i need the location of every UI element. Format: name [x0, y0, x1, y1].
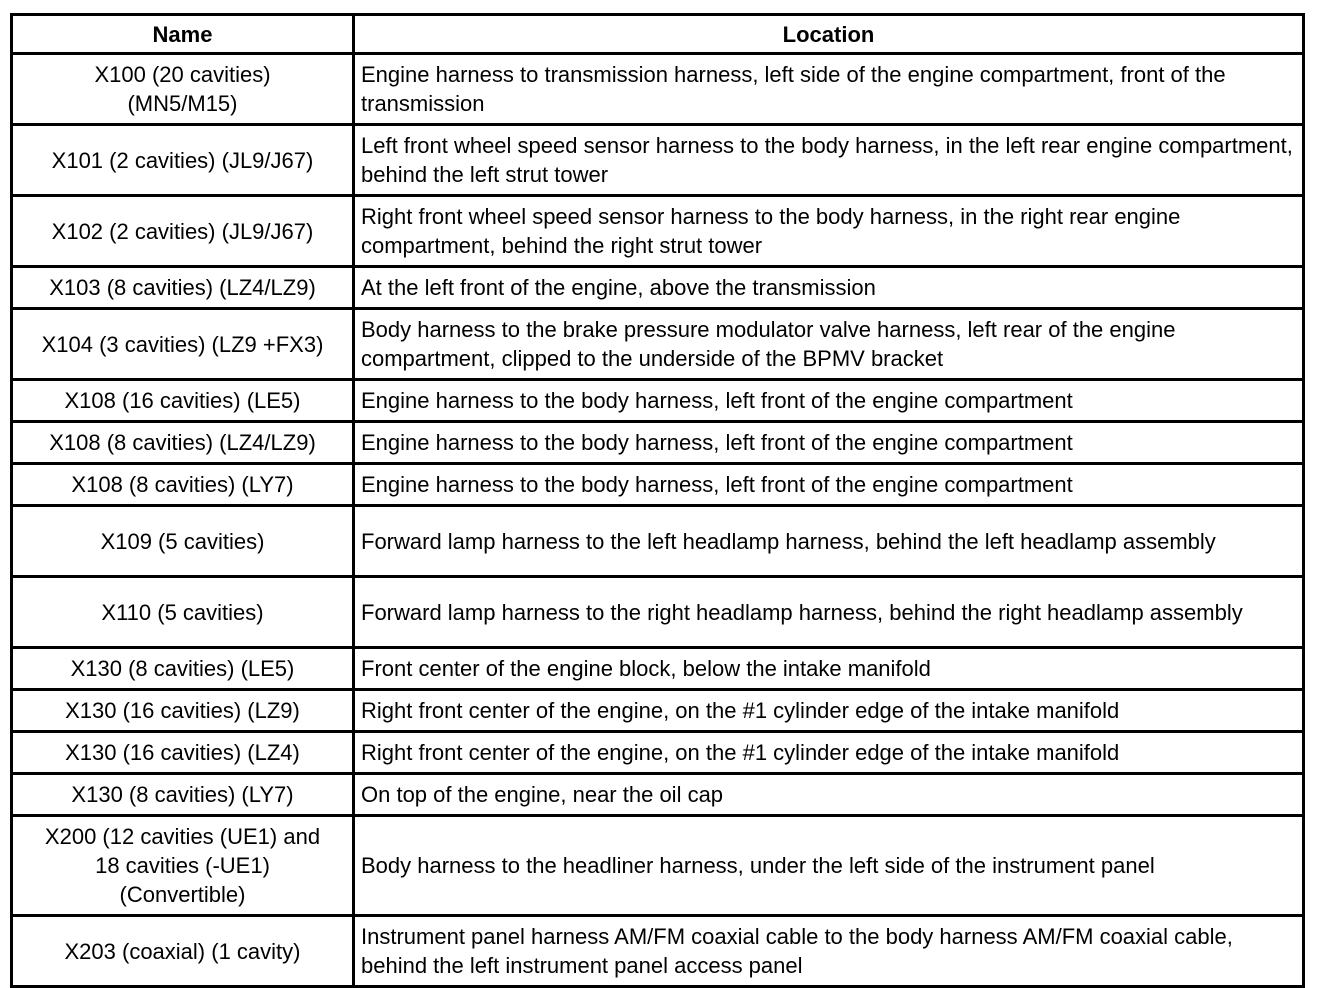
table-row: [12, 54, 1304, 125]
table-row: [12, 577, 1304, 648]
connector-name: X101 (2 cavities) (JL9/J67): [12, 125, 354, 196]
connector-location: Front center of the engine block, below the intake manifold: [354, 648, 1304, 690]
connector-name: X103 (8 cavities) (LZ4/LZ9): [12, 267, 354, 309]
connector-name: X130 (8 cavities) (LY7): [12, 774, 354, 816]
connector-location: Left front wheel speed sensor harness to the body harness, in the left rear engine compartment, behind the left strut tower: [354, 125, 1304, 196]
table-row: [12, 267, 1304, 309]
table-row: [12, 916, 1304, 987]
connector-location: Body harness to the brake pressure modulator valve harness, left rear of the engine compartment, clipped to the underside of the BPMV bracket: [354, 309, 1304, 380]
table-row: [12, 816, 1304, 916]
header-row: [12, 15, 1304, 54]
table-row: [12, 464, 1304, 506]
table-row: [12, 422, 1304, 464]
connector-location: Right front wheel speed sensor harness to the body harness, in the right rear engine compartment, behind the right strut tower: [354, 196, 1304, 267]
connector-location: Right front center of the engine, on the #1 cylinder edge of the intake manifold: [354, 732, 1304, 774]
connector-name: X130 (16 cavities) (LZ9): [12, 690, 354, 732]
header-location: Location: [354, 15, 1304, 54]
connector-location: Engine harness to the body harness, left front of the engine compartment: [354, 422, 1304, 464]
table-row: [12, 648, 1304, 690]
connector-location: Engine harness to the body harness, left front of the engine compartment: [354, 380, 1304, 422]
connector-name: X203 (coaxial) (1 cavity): [12, 916, 354, 987]
table-row: [12, 125, 1304, 196]
connector-location: Forward lamp harness to the right headlamp harness, behind the right headlamp assembly: [354, 577, 1304, 648]
connector-name: X109 (5 cavities): [12, 506, 354, 577]
table-row: [12, 732, 1304, 774]
table-row: [12, 380, 1304, 422]
connector-name: X130 (8 cavities) (LE5): [12, 648, 354, 690]
connector-location: On top of the engine, near the oil cap: [354, 774, 1304, 816]
connector-location: At the left front of the engine, above the transmission: [354, 267, 1304, 309]
connector-location: Right front center of the engine, on the #1 cylinder edge of the intake manifold: [354, 690, 1304, 732]
connector-name: X108 (16 cavities) (LE5): [12, 380, 354, 422]
connector-location: Engine harness to transmission harness, left side of the engine compartment, front of the transmission: [354, 54, 1304, 125]
connector-location: Body harness to the headliner harness, under the left side of the instrument panel: [354, 816, 1304, 916]
connector-location-table: [10, 13, 1305, 988]
connector-location: Instrument panel harness AM/FM coaxial cable to the body harness AM/FM coaxial cable, behind the left instrument panel access panel: [354, 916, 1304, 987]
connector-name: X100 (20 cavities) (MN5/M15): [12, 54, 354, 125]
connector-location: Forward lamp harness to the left headlamp harness, behind the left headlamp assembly: [354, 506, 1304, 577]
table-row: [12, 774, 1304, 816]
connector-name: X200 (12 cavities (UE1) and 18 cavities (-UE1) (Convertible): [12, 816, 354, 916]
connector-name: X108 (8 cavities) (LZ4/LZ9): [12, 422, 354, 464]
connector-name: X102 (2 cavities) (JL9/J67): [12, 196, 354, 267]
table-row: [12, 690, 1304, 732]
connector-name: X104 (3 cavities) (LZ9 +FX3): [12, 309, 354, 380]
table-row: [12, 196, 1304, 267]
connector-location: Engine harness to the body harness, left front of the engine compartment: [354, 464, 1304, 506]
connector-name: X130 (16 cavities) (LZ4): [12, 732, 354, 774]
connector-name: X108 (8 cavities) (LY7): [12, 464, 354, 506]
table-row: [12, 309, 1304, 380]
header-name: Name: [12, 15, 354, 54]
connector-name: X110 (5 cavities): [12, 577, 354, 648]
table-row: [12, 506, 1304, 577]
